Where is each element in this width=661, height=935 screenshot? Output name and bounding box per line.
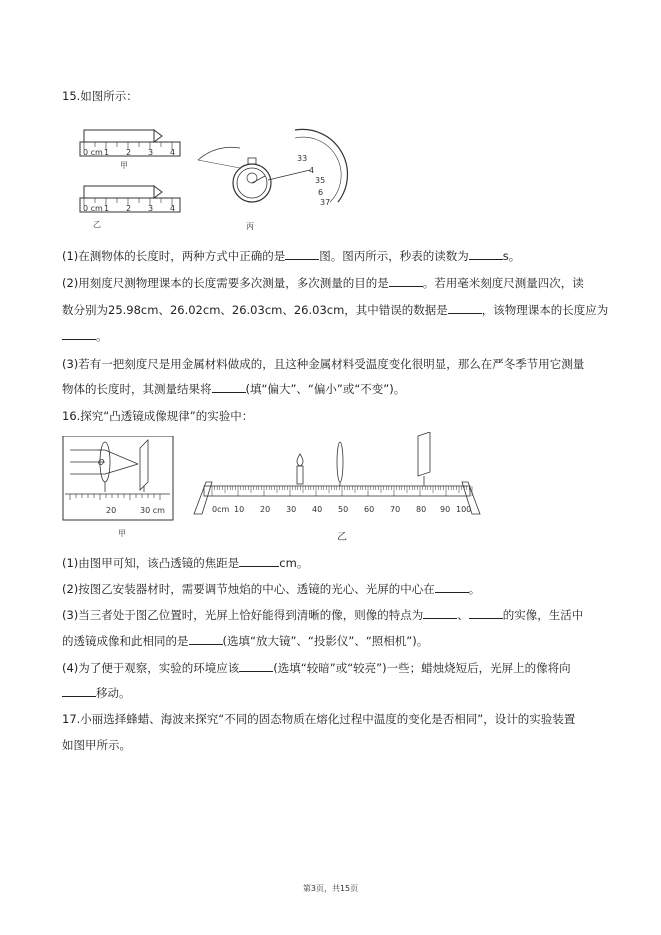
text: ，该物理课本的长度应为 xyxy=(481,303,609,317)
text: 物体的长度时，其测量结果将 xyxy=(62,382,212,396)
q15-part2-line3 xyxy=(62,328,108,344)
answer-blank[interactable] xyxy=(212,381,246,393)
text: 移动。 xyxy=(96,686,131,700)
q16-part3-line2 xyxy=(62,633,428,649)
lens-center-label: O xyxy=(98,458,105,467)
bench-tick-label: 100 xyxy=(456,505,472,514)
answer-blank[interactable] xyxy=(239,555,279,567)
text: 图。图丙所示，秒表的读数为 xyxy=(319,249,469,263)
answer-blank[interactable] xyxy=(423,607,457,619)
answer-blank[interactable] xyxy=(189,633,223,645)
bench-tick-label: 90 xyxy=(440,505,451,514)
answer-blank[interactable] xyxy=(389,275,423,287)
bench-tick-label: 10 xyxy=(234,505,245,514)
q15-part3-line2 xyxy=(62,381,405,397)
ruler-jia-unit: 0 cm xyxy=(83,148,103,157)
answer-blank[interactable] xyxy=(239,660,273,672)
text: 、 xyxy=(457,608,469,622)
answer-blank[interactable] xyxy=(62,685,96,697)
text: (1)在测物体的长度时，两种方式中正确的是 xyxy=(62,249,286,263)
text: 的透镜成像和此相同的是 xyxy=(62,634,189,648)
fig-label-yi: 乙 xyxy=(337,532,347,543)
ruler-yi-tick: 3 xyxy=(148,204,154,213)
ruler-yi-tick: 4 xyxy=(170,204,176,213)
bench-tick-label: 70 xyxy=(390,505,401,514)
text: s。 xyxy=(502,249,521,263)
bench-tick-label: 0cm xyxy=(212,505,230,514)
scale-label: 30 cm xyxy=(140,506,165,515)
ruler-jia-tick: 1 xyxy=(104,148,110,157)
ruler-yi-unit: 0 cm xyxy=(83,204,103,213)
fig-label-jia: 甲 xyxy=(120,161,128,170)
q16-part2 xyxy=(62,581,480,597)
q15-part2-line2 xyxy=(62,302,608,318)
scale-label: 20 xyxy=(106,506,117,515)
dial-tick: 6 xyxy=(318,188,324,197)
ruler-jia-tick: 2 xyxy=(126,148,132,157)
q17-line2: 如图甲所示。 xyxy=(62,738,131,752)
q16-part1 xyxy=(62,555,308,571)
text: 的实像，生活中 xyxy=(502,608,584,622)
ruler-yi-tick: 2 xyxy=(126,204,132,213)
text: (4)为了便于观察，实验的环境应该 xyxy=(62,661,240,675)
q16-title: 16.探究“凸透镜成像规律”的实验中： xyxy=(62,409,254,423)
q16-part4-line1 xyxy=(62,660,571,676)
bench-tick-label: 60 xyxy=(364,505,375,514)
text: 。若用毫米刻度尺测量四次，读 xyxy=(422,276,584,290)
text: 数分别为25.98cm、26.02cm、26.03cm、26.03cm，其中错误的数据是 xyxy=(62,303,448,317)
dial-tick: 4 xyxy=(309,166,315,175)
bench-tick-label: 20 xyxy=(260,505,271,514)
stopwatch-bing xyxy=(198,129,347,202)
q16-part3-line1 xyxy=(62,607,583,623)
fig-label-bing: 丙 xyxy=(246,222,254,231)
q15-part1 xyxy=(62,248,520,264)
answer-blank[interactable] xyxy=(448,302,482,314)
dial-tick: 33 xyxy=(297,154,308,163)
dial-tick: 37 xyxy=(320,198,331,207)
text: (2)用刻度尺测物理课本的长度需要多次测量，多次测量的目的是 xyxy=(62,276,389,290)
text: (选填“较暗”或“较亮”)一些；蜡烛烧短后，光屏上的像将向 xyxy=(273,661,571,675)
text: 。 xyxy=(468,582,481,596)
text: (1)由图甲可知，该凸透镜的焦距是 xyxy=(62,556,240,570)
q16-part4-line2 xyxy=(62,685,131,701)
text: 。 xyxy=(96,329,108,343)
bench-tick-label: 80 xyxy=(416,505,427,514)
text: (选填“放大镜”、“投影仪”、“照相机”)。 xyxy=(222,634,429,648)
answer-blank[interactable] xyxy=(435,581,469,593)
text: (2)按图乙安装器材时，需要调节烛焰的中心、透镜的光心、光屏的中心在 xyxy=(62,582,435,596)
fig-label-jia: 甲 xyxy=(118,529,126,538)
ruler-yi-tick: 1 xyxy=(104,204,110,213)
answer-blank[interactable] xyxy=(62,328,96,340)
dial-tick: 35 xyxy=(315,176,326,185)
q17-line1: 17.小丽选择蜂蜡、海波来探究“不同的固态物质在熔化过程中温度的变化是否相同”，设计的实验装置 xyxy=(62,712,576,726)
answer-blank[interactable] xyxy=(285,248,319,260)
answer-blank[interactable] xyxy=(469,607,503,619)
bench-tick-label: 40 xyxy=(312,505,323,514)
ruler-jia-tick: 4 xyxy=(170,148,176,157)
bench-tick-label: 50 xyxy=(338,505,349,514)
fig-label-yi: 乙 xyxy=(93,220,101,229)
text: (填“偏大”、“偏小”或“不变”)。 xyxy=(245,382,406,396)
ruler-jia-tick: 3 xyxy=(148,148,154,157)
text: cm。 xyxy=(279,556,309,570)
page-footer: 第3页，共15页 xyxy=(302,884,359,893)
q15-part3-line1: (3)若有一把刻度尺是用金属材料做成的，且这种金属材料受温度变化很明显，那么在严冬季节用它测量 xyxy=(62,357,585,371)
bench-tick-label: 30 xyxy=(286,505,297,514)
answer-blank[interactable] xyxy=(469,248,503,260)
text: (3)当三者处于图乙位置时，光屏上恰好能得到清晰的像，则像的特点为 xyxy=(62,608,424,622)
q15-title: 15.如图所示： xyxy=(62,89,138,103)
q15-part2-line1 xyxy=(62,275,584,291)
